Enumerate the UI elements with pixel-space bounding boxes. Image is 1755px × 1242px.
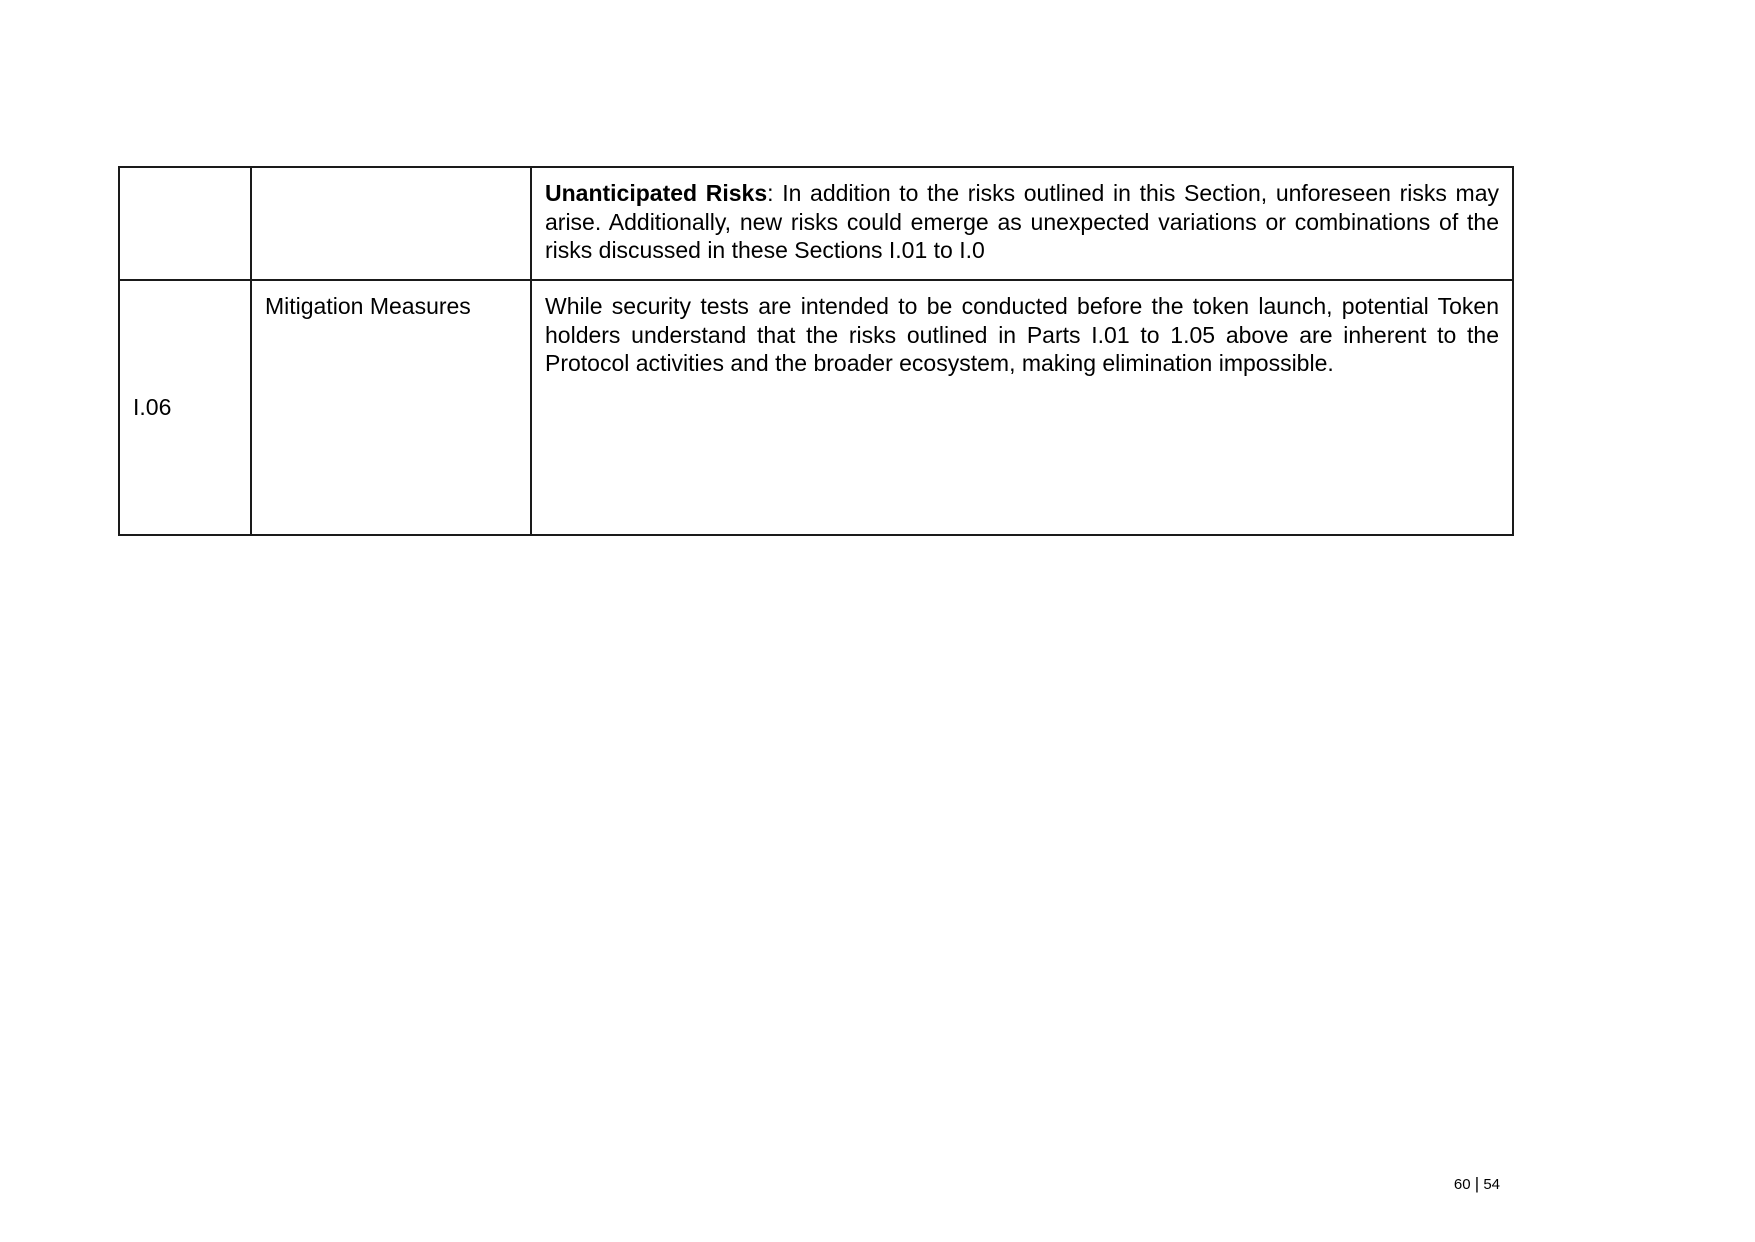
section-number-cell bbox=[119, 167, 251, 280]
page-total: 54 bbox=[1483, 1176, 1500, 1193]
section-description-cell bbox=[531, 280, 1513, 535]
section-title-cell bbox=[251, 167, 531, 280]
page-number bbox=[1454, 1174, 1500, 1194]
section-title-cell bbox=[251, 280, 531, 535]
section-number-cell bbox=[119, 280, 251, 535]
table-row bbox=[119, 280, 1513, 535]
description-text: : In addition to the risks outlined in this Section, unforeseen risks may arise. Additionally, new risks could emerge as unexpected variations or combinations of the risks discussed in these Sections I.01 to I.0 bbox=[545, 180, 1499, 263]
section-title: Mitigation Measures bbox=[265, 293, 471, 319]
description-text: While security tests are intended to be conducted before the token launch, potential Token holders understand that the risks outlined in Parts I.01 to 1.05 above are inherent to the Protocol activities and the broader ecosystem, making elimination impossible. bbox=[545, 293, 1499, 376]
page-current: 60 bbox=[1453, 1176, 1471, 1193]
risk-table bbox=[118, 166, 1514, 536]
page-separator: | bbox=[1474, 1174, 1480, 1193]
section-number: I.06 bbox=[133, 393, 172, 420]
table-row bbox=[119, 167, 1513, 280]
section-description-cell bbox=[531, 167, 1513, 280]
description-heading: Unanticipated Risks bbox=[545, 180, 768, 206]
